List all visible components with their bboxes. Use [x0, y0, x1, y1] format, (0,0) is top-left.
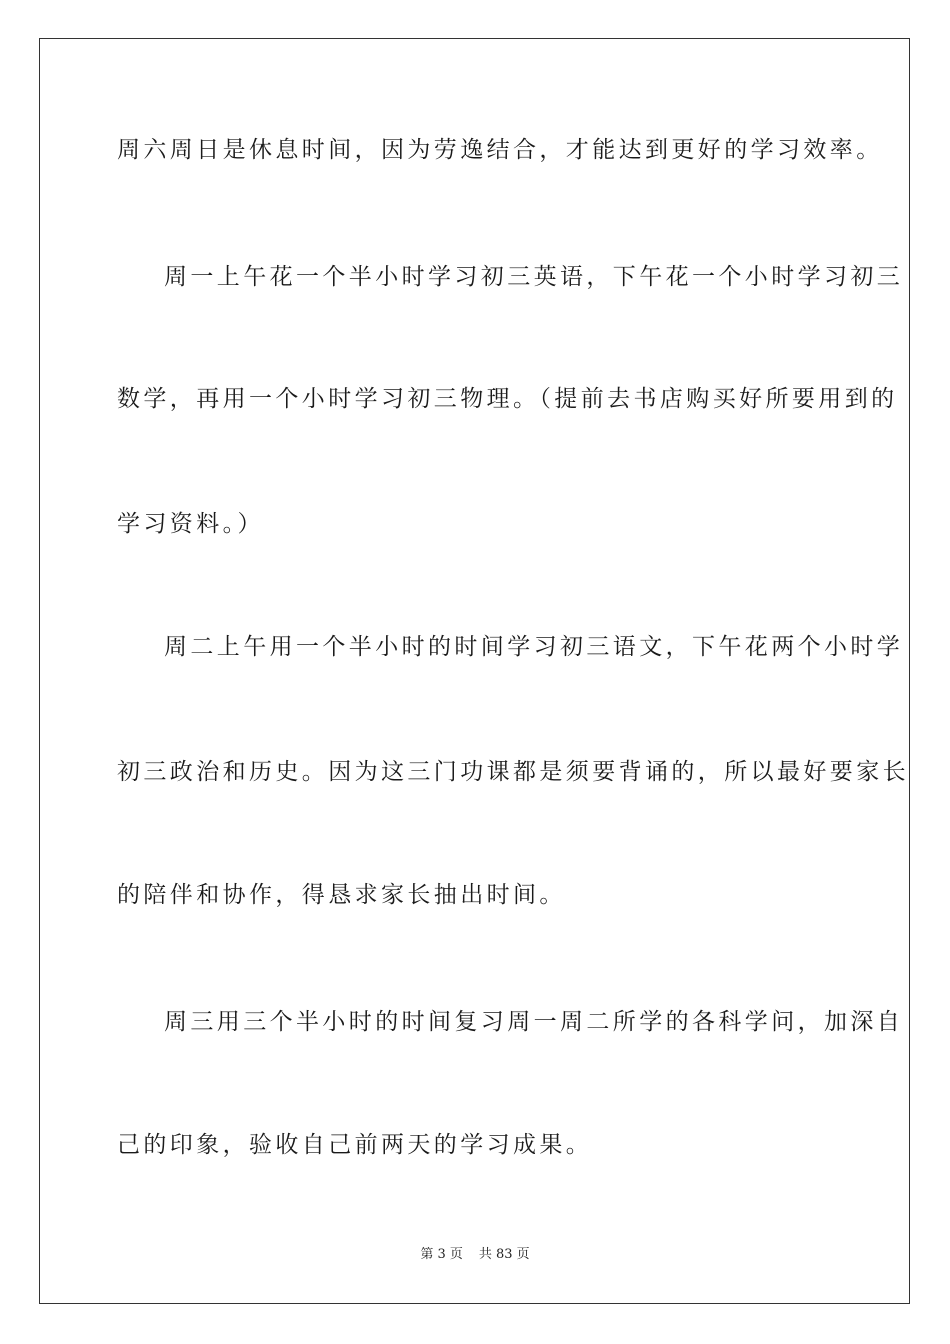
- page-border: [39, 38, 910, 1304]
- text-line-4: 学习资料。）: [117, 511, 264, 537]
- text-line-3: 数学，再用一个小时学习初三物理。（提前去书店购买好所要用到的: [117, 386, 898, 412]
- text-line-2: 周一上午花一个半小时学习初三英语，下午花一个小时学习初三: [164, 264, 904, 290]
- text-line-6: 初三政治和历史。因为这三门功课都是须要背诵的，所以最好要家长: [117, 759, 909, 785]
- page-total: 共 83 页: [478, 1247, 530, 1262]
- text-line-1: 周六周日是休息时间，因为劳逸结合，才能达到更好的学习效率。: [117, 137, 883, 163]
- text-line-8: 周三用三个半小时的时间复习周一周二所学的各科学问，加深自: [164, 1009, 904, 1035]
- text-line-7: 的陪伴和协作，得恳求家长抽出时间。: [117, 882, 566, 908]
- text-line-5: 周二上午用一个半小时的时间学习初三语文，下午花两个小时学: [164, 634, 904, 660]
- page-footer: [0, 1246, 950, 1264]
- page-number: 第 3 页: [420, 1247, 463, 1262]
- text-line-9: 己的印象，验收自己前两天的学习成果。: [117, 1132, 593, 1158]
